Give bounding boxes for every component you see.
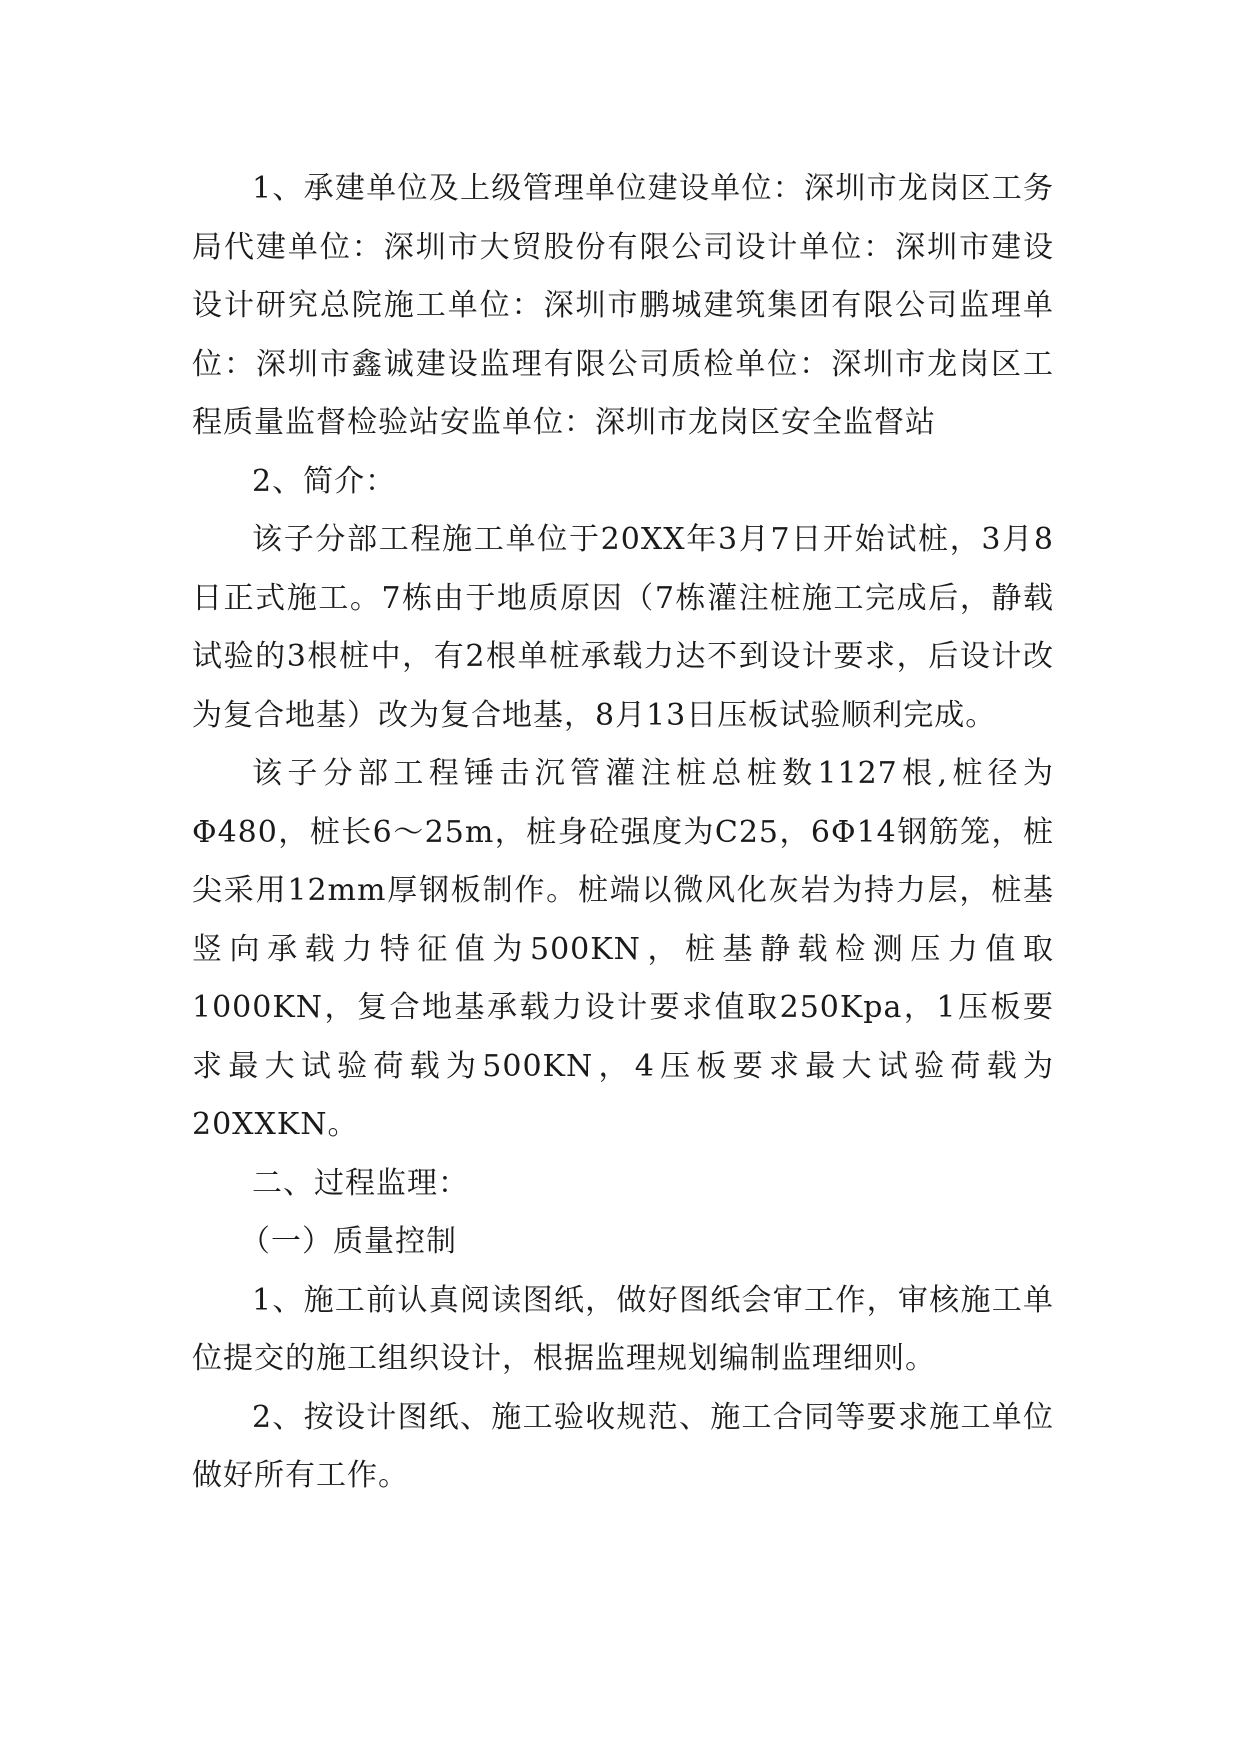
heading-introduction: 2、简介： — [252, 463, 397, 499]
paragraph-pile-specs: 该子分部工程锤击沉管灌注桩总桩数1127根,桩径为Φ480，桩长6～25m，桩身砼强度为C25，6Φ14钢筋笼，桩尖采用12mm厚钢板制作。桩端以微风化灰岩为持力层，桩基竖向承载力特征值为500KN，桩基静载检测压力值取1000KN，复合地基承载力设计要求值取250Kpa，1压板要求最大试验荷载为500KN，4压板要求最大试验荷载为20XXKN。 — [192, 756, 1054, 1142]
paragraph-quality-item-2: 2、按设计图纸、施工验收规范、施工合同等要求施工单位做好所有工作。 — [192, 1399, 1054, 1493]
paragraph-units: 1、承建单位及上级管理单位建设单位：深圳市龙岗区工务局代建单位：深圳市大贸股份有限公司设计单位：深圳市建设设计研究总院施工单位：深圳市鹏城建筑集团有限公司监理单位：深圳市鑫诚建设监理有限公司质检单位：深圳市龙岗区工程质量监督检验站安监单位：深圳市龙岗区安全监督站 — [192, 171, 1054, 440]
document-body — [192, 160, 1054, 1506]
paragraph-schedule: 该子分部工程施工单位于20XX年3月7日开始试桩，3月8日正式施工。7栋由于地质原因（7栋灌注桩施工完成后，静载试验的3根桩中，有2根单桩承载力达不到设计要求，后设计改为复合地基）改为复合地基，8月13日压板试验顺利完成。 — [192, 522, 1054, 733]
heading-process-supervision: 二、过程监理： — [252, 1165, 469, 1201]
subheading-quality-control: （一）质量控制 — [240, 1224, 457, 1259]
paragraph-quality-item-1: 1、施工前认真阅读图纸，做好图纸会审工作，审核施工单位提交的施工组织设计，根据监理规划编制监理细则。 — [192, 1282, 1054, 1376]
